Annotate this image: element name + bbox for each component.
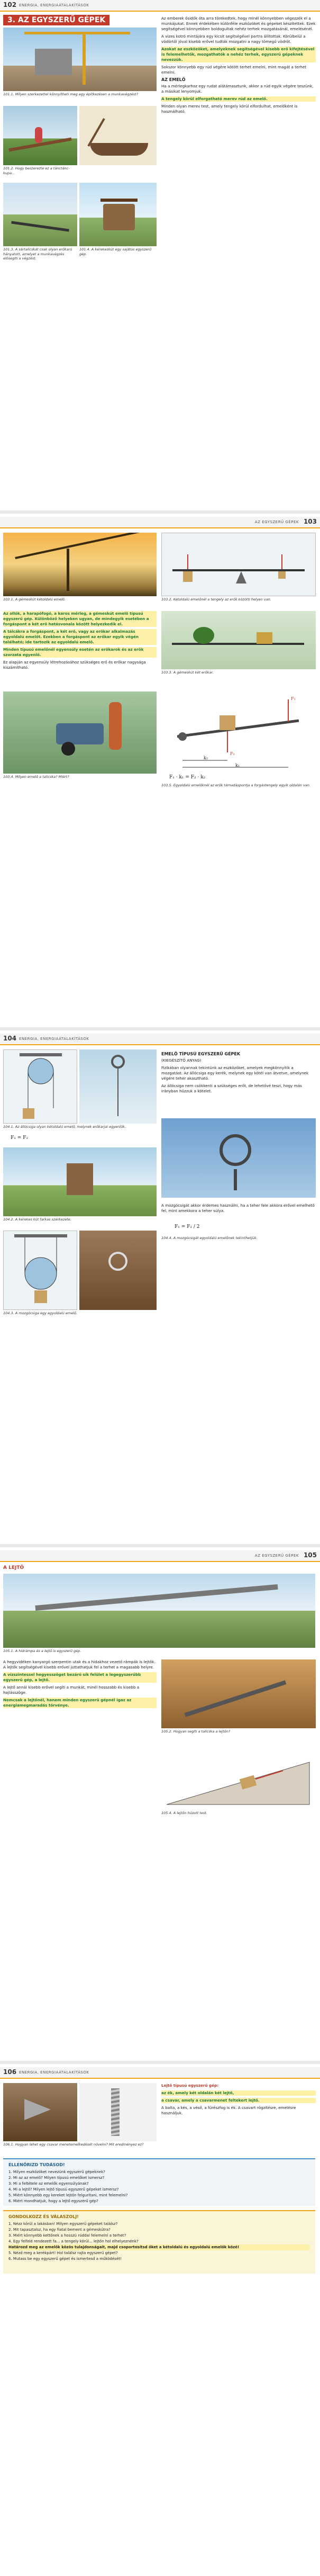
photo-park bbox=[3, 183, 77, 246]
caption: 103.1. A gémeskút kétoldalú emelő. bbox=[3, 597, 66, 602]
photo-mountain-road bbox=[3, 1574, 315, 1648]
paragraph: Ha a mérlegkarhoz egy rudat alátámasztunk, akkor a rúd egyik végére teszünk, a másikat lenyomjuk. bbox=[161, 84, 314, 94]
subheading: EMELŐ TÍPUSÚ EGYSZERŰ GÉPEK bbox=[161, 1052, 241, 1056]
photo-wheelbarrow bbox=[3, 692, 157, 774]
definition: Azokat az eszközöket, amelyeknek segítségével kisebb erő kifejtésével is felemelhetők, mozgathatók a nehéz terhek, egyszerű gépeknek nevezzük. bbox=[161, 47, 316, 62]
chapter-title: 3. AZ EGYSZERŰ GÉPEK bbox=[3, 15, 109, 25]
caption: 105.1. A hídrámpa és a lejtő is egyszerű gép. bbox=[3, 1649, 81, 1653]
paragraph: Fizikában olyannak tekintünk az eszközöket, amelyek megkönnyítik a mozgatást. Az állócsiga egy kerék, melynek egy kötél van átvetve, amelynek végére teher akasztható. bbox=[161, 1065, 309, 1081]
page-header bbox=[0, 2067, 320, 2079]
paragraph: A balta, a kés, a véső, a fűrészfog is ék. A csavart rögzítésre, emelésre használjuk. bbox=[161, 2105, 296, 2115]
section-name: AZ EGYSZERŰ GÉPEK bbox=[254, 1554, 299, 1558]
section-name: ENERGIA, ENERGIAÁTALAKÍTÁSOK bbox=[19, 1037, 89, 1041]
page-104 bbox=[0, 1034, 320, 1547]
caption: 101.2. Hogy beszerezte ez a tánctánc-kupa... bbox=[3, 166, 70, 175]
text-column bbox=[161, 2083, 316, 2118]
page-number: 103 bbox=[303, 518, 317, 525]
page-105 bbox=[0, 1550, 320, 2064]
formula: F₁ = F₂ / 2 bbox=[175, 1224, 200, 1229]
arm-label: k₂ bbox=[204, 756, 208, 760]
photo-pulley-building bbox=[79, 1049, 157, 1124]
equilibrium-formula: F₁ · k₁ = F₂ · k₂ bbox=[169, 775, 206, 780]
page-106 bbox=[0, 2067, 320, 2576]
list-item: a csavar, amely a csavarmenet feltekert lejtő. bbox=[161, 2098, 316, 2103]
caption: 104.2. A kerekes kút farkas szerkezete. bbox=[3, 1217, 71, 1222]
caption: 104.3. A mozgócsiga egy egyoldalú emelő. bbox=[3, 1311, 78, 1315]
photo-balance bbox=[161, 611, 316, 669]
section-heading: A LEJTŐ bbox=[3, 1565, 24, 1570]
box-title: ELLENŐRIZD TUDÁSOD! bbox=[8, 2162, 65, 2167]
question: 2. Mit tapasztalsz, ha egy fiatal bement a gémeskútra? bbox=[8, 2228, 111, 2232]
caption: 103.2. Kétoldalú emelőnél a tengely az erők közötti helyen van. bbox=[161, 597, 271, 602]
text-column bbox=[161, 1049, 316, 1096]
page-102 bbox=[0, 0, 320, 514]
section-name: AZ EGYSZERŰ GÉPEK bbox=[254, 520, 299, 524]
caption: 101.1. Milyen szerkezettel könnyítheti meg egy építkezésen a munkavégzést? bbox=[3, 92, 139, 96]
photo-well bbox=[79, 183, 157, 246]
page-number: 104 bbox=[3, 1035, 17, 1042]
definition: Nemcsak a lejtőnél, hanem minden egyszerű gépnél igaz az energiamegmaradás törvénye. bbox=[3, 1698, 157, 1708]
subheading-note: (KIEGÉSZÍTŐ ANYAG) bbox=[161, 1058, 202, 1063]
definition: Minden típusú emelőnél egyensúly esetén az erőkarok és az erők szorzata egyenlő. bbox=[3, 647, 157, 658]
definition: A vízszintessel hegyesszöget bezáró sík felület a legegyszerűbb egyszerű gép, a lejtő. bbox=[3, 1672, 157, 1683]
caption: 103.5. Egyoldalú emelőknél az erők támadáspontja a forgástengely egyik oldalán van. bbox=[161, 783, 310, 787]
incline-diagram bbox=[161, 1746, 316, 1810]
page-number: 106 bbox=[3, 2068, 17, 2076]
box-title: GONDOLKOZZ ÉS VÁLASZOLJ! bbox=[8, 2214, 79, 2219]
question: 3. Miért könnyebb kettőnek a hosszú rúddal felemelni a terhet? bbox=[8, 2233, 126, 2238]
question: 2. Mi az az emelő? Milyen típusú emelőket ismersz? bbox=[8, 2176, 105, 2180]
question: 5. Nézd meg a kerékpárt! Hol találsz rajta egyszerű gépet? bbox=[8, 2251, 118, 2255]
caption: 101.4. A kerekeskút egy sajátos egyszerű gép. bbox=[79, 247, 152, 256]
diagram-fixed-pulley bbox=[3, 1049, 77, 1124]
paragraph: A hegyvidéken kanyargó szerpentin utak és a hidakhoz vezető rámpák is lejtők. A lejtők segítségével kisebb erővel juttathatjuk fel a terhet a magasabb helyre. bbox=[3, 1659, 156, 1670]
photo-sunset-well bbox=[3, 533, 157, 596]
caption: 103.3. A gémeskút két erőkar. bbox=[161, 670, 214, 675]
paragraph: Az emberek ősidők óta arra törekedtek, hogy minél könnyebben végezzék el a munkájukat. Ennek érdekében különféle eszközöket és gépeket készítettek. Ezek segítségével könnyebben boldogultak nehéz terhek mozgatásánál, emelésénél. bbox=[161, 16, 316, 31]
paragraph: Sokszor könnyebb egy rúd végére kötött terhet emelni, mint magát a terhet emelni. bbox=[161, 65, 307, 75]
force-label: F₁ bbox=[291, 696, 296, 701]
check-knowledge-box bbox=[3, 2158, 315, 2206]
subheading: AZ EMELŐ bbox=[161, 77, 186, 82]
photo-ramp bbox=[161, 1659, 316, 1728]
question: 4. Egy felfelé rendezett fa... a tengely körül... lejtőn hol elhelyeznénk? bbox=[8, 2239, 139, 2243]
caption: 105.2. Hogyan segíti a talicska a lejtőn? bbox=[161, 1729, 231, 1734]
diagram-two-sided-lever bbox=[161, 533, 316, 596]
caption: 103.4. Milyen emelő a talicska? Miért? bbox=[3, 775, 69, 779]
section-name: ENERGIA, ENERGIAÁTALAKÍTÁSOK bbox=[19, 2070, 89, 2075]
question: 1. Nézz körül a lakásban! Milyen egyszerű gépeket találsz? bbox=[8, 2222, 118, 2226]
photo-seesaw bbox=[3, 106, 77, 165]
arm-label: k₁ bbox=[235, 763, 240, 768]
moving-pulley bbox=[4, 1231, 78, 1311]
text-column bbox=[3, 1659, 157, 1710]
lever-diagram bbox=[162, 533, 316, 597]
page-number: 105 bbox=[303, 1551, 317, 1559]
text-column bbox=[161, 16, 316, 116]
photo-crane-pulley bbox=[161, 1118, 316, 1198]
page-number: 102 bbox=[3, 1, 17, 8]
page-103 bbox=[0, 517, 320, 1030]
question: 6. Mutass be egy egyszerű gépet és ismertesd a működését! bbox=[8, 2257, 122, 2261]
formula: F₁ = F₂ bbox=[11, 1135, 28, 1141]
page-header bbox=[0, 517, 320, 528]
caption: 104.1. Az állócsiga olyan kétoldalú emelő, melynek erőkarjai egyenlők. bbox=[3, 1125, 126, 1129]
caption: 101.3. A sártalicskát csak olyan erőkarú hányatott, amelyet a munkavégzés elősegíti a végzést. bbox=[3, 247, 72, 261]
page-header bbox=[0, 1034, 320, 1045]
paragraph: Minden olyan merev test, amely tengely körül elfordulhat, emelőként is használható. bbox=[161, 104, 298, 114]
text-column bbox=[161, 1203, 316, 1216]
paragraph: A lejtő annál kisebb erővel segíti a munkát, minél hosszabb és kisebb a hajlásszöge. bbox=[3, 1685, 140, 1695]
section-name: ENERGIA, ENERGIAÁTALAKÍTÁSOK bbox=[19, 3, 89, 7]
photo-moving-pulley bbox=[79, 1231, 157, 1310]
diagram-one-sided-lever bbox=[161, 684, 316, 774]
question-highlight: Határozd meg az emelők közös tulajdonságait, majd csoportosítsd őket a kétoldalú és egyoldalú emelők közé! bbox=[8, 2245, 310, 2250]
question: 4. Mi a lejtő? Milyen lejtő típusú egyszerű gépeket ismersz? bbox=[8, 2187, 119, 2192]
question: 3. Mi a feltétele az emelők egyensúlyának? bbox=[8, 2182, 89, 2186]
photo-screw bbox=[79, 2083, 157, 2141]
paragraph: Ez alapján az egyensúly létrehozásához szükséges erő és erőkar nagysága kiszámítható. bbox=[3, 660, 146, 670]
definition: A tengely körül elforgatható merev rúd az emelő. bbox=[161, 96, 316, 102]
diagram-incline bbox=[161, 1746, 316, 1810]
fixed-pulley bbox=[4, 1050, 78, 1124]
definition: A tálcákra a forgáspont, a két erő, vagy az erőkar alkalmazás egyoldalú emelőt. Ezekben a forgáspont az erőkar egyik végén található; ide tartozik az egyoldalú emelő. bbox=[3, 629, 157, 645]
paragraph: Az állócsiga nem csökkenti a szükséges erőt, de lehetővé teszi, hogy más irányban húzzuk a kötelet. bbox=[161, 1083, 302, 1093]
drawing-lever bbox=[79, 106, 157, 165]
think-answer-box bbox=[3, 2210, 315, 2274]
page-header bbox=[0, 0, 320, 12]
intro: Lejtő típusú egyszerű gép: bbox=[161, 2083, 219, 2088]
page-header bbox=[0, 1550, 320, 1562]
photo-construction bbox=[3, 28, 157, 91]
photo-axe bbox=[3, 2083, 77, 2141]
paragraph-highlight: Az ollók, a harapófogó, a karos mérleg, a gémeskút emelő típusú egyszerű gép. Különböző helyeken ugyan, de mindegyik esetében a forgáspont a két erő hatásvonala között helyezkedik el. bbox=[3, 611, 157, 627]
caption: 105.4. A lejtőn húzott test. bbox=[161, 1811, 207, 1815]
paragraph: A mozgócsigát akkor érdemes használni, ha a teher fele akkora erővel emelhető fel, mint amekkora a teher súlya. bbox=[161, 1203, 315, 1213]
caption: 104.4. A mozgócsigát egyoldalú emelőnek tekinthetjük. bbox=[161, 1236, 258, 1240]
caption: 106.1. Hogyan lehet egy csavar menetemelkedését növelni? Mit eredményez ez? bbox=[3, 2142, 144, 2147]
question: 5. Miért könnyebb egy kereket lejtőn felgurítani, mint felemelni? bbox=[8, 2193, 128, 2197]
text-column bbox=[3, 611, 157, 672]
diagram-moving-pulley bbox=[3, 1231, 77, 1310]
paragraph: A vizes kotró mintájára egy kicsit segítségével partra állítottak. Körülbelül a vödörtől jóval kisebb erővel tudták mozgatni a nagy tömegű vödröt. bbox=[161, 34, 306, 44]
question: 6. Miért mondhatjuk, hogy a lejtő egyszerű gép? bbox=[8, 2199, 98, 2203]
photo-well-crank bbox=[3, 1147, 157, 1216]
list-item: az ék, amely két oldalán két lejtő, bbox=[161, 2090, 316, 2096]
force-label: F₂ bbox=[230, 751, 235, 756]
question: 1. Milyen eszközöket nevezünk egyszerű gépeknek? bbox=[8, 2170, 105, 2174]
